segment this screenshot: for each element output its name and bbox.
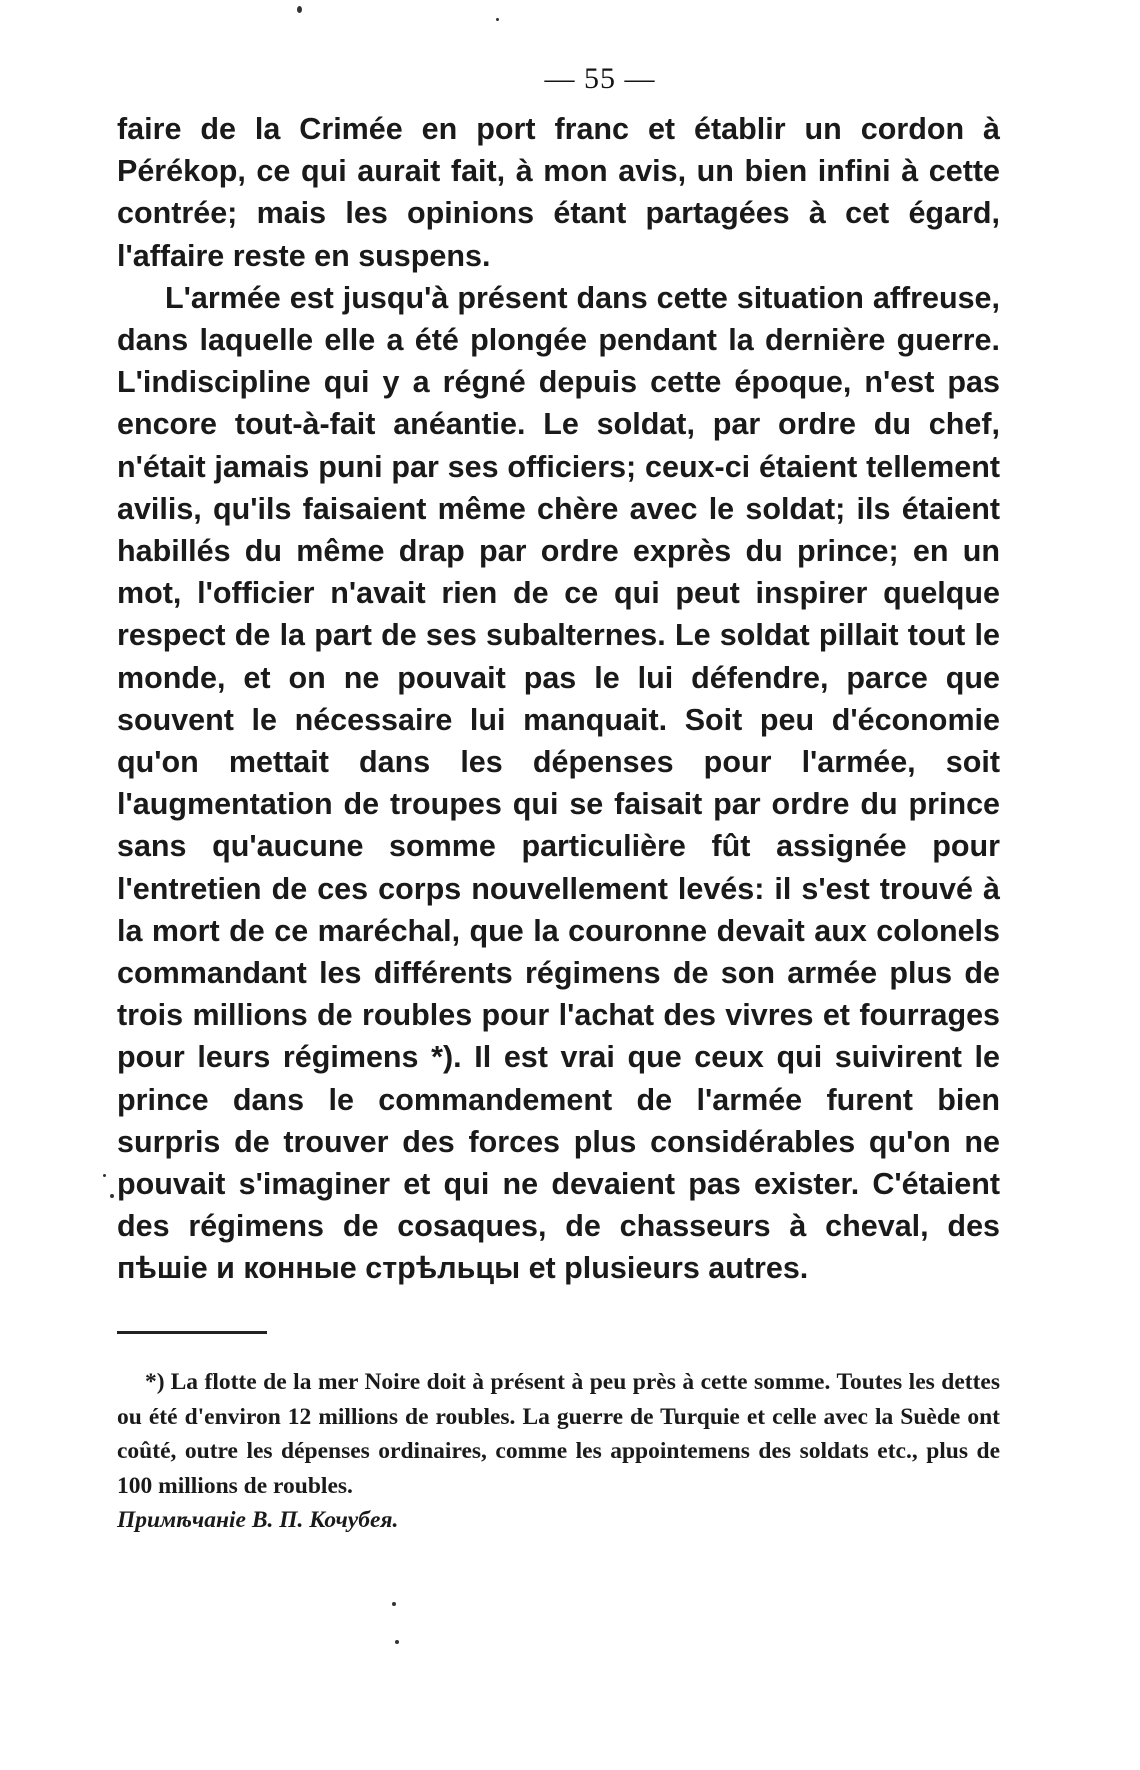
print-speck: [395, 1640, 399, 1644]
footnote-text: La flotte de la mer Noire doit à présent à peu près à cette somme. Toutes les dettes ou été d'environ 12 millions de roubles. La guerre de Turquie et celle avec la Suède ont coûté, outre les dépenses ordinaires, comme les appointemens des soldats etc., plus de 100 millions de roubles.: [117, 1369, 1000, 1499]
footnote-body: [117, 1365, 1000, 1503]
paragraph-continuation: faire de la Crimée en port franc et établir un cordon à Pérékop, ce qui aurait fait, à mon avis, un bien infini à cette contrée; mais les opinions étant partagées à cet égard, l'affaire reste en suspens.: [117, 112, 1000, 273]
main-text: [117, 108, 1000, 1290]
footnote: [117, 1365, 1000, 1538]
paragraph-army: L'armée est jusqu'à présent dans cette situation affreuse, dans laquelle elle a été plongée pendant la dernière guerre. L'indiscipline qui y a régné depuis cette époque, n'est pas encore tout-à-fait anéantie. Le soldat, par ordre du chef, n'était jamais puni par ses officiers; ceux-ci étaient tellement avilis, qu'ils faisaient même chère avec le soldat; ils étaient habillés du même drap par ordre exprès du prince; en un mot, l'officier n'avait rien de ce qui peut inspirer quelque respect de la part de ses subalternes. Le soldat pillait tout le monde, et on ne pouvait pas le lui défendre, parce que souvent le nécessaire lui manquait. Soit peu d'économie qu'on mettait dans les dépenses pour l'armée, soit l'augmentation de troupes qui se faisait par ordre du prince sans qu'aucune somme particulière fût assignée pour l'entretien de ces corps nouvellement levés: il s'est trouvé à la mort de ce maréchal, que la couronne devait aux colonels commandant les différents régimens de son armée plus de trois millions de roubles pour l'achat des vivres et fourrages pour leurs régimens *). Il est vrai que ceux qui suivirent le prince dans le commandement de l'armée furent bien surpris de trouver des forces plus considérables qu'on ne pouvait s'imaginer et qui ne devaient pas exister. C'étaient des régimens de cosaques, de chasseurs à cheval, des пѣшіе и конные стрѣльцы et plusieurs autres.: [117, 280, 1000, 1286]
print-speck: [496, 18, 499, 21]
print-speck: [297, 6, 302, 13]
footnote-divider: [117, 1331, 267, 1334]
page-number: — 55 —: [544, 62, 656, 95]
print-speck: [110, 1194, 114, 1198]
footnote-marker: *): [145, 1369, 165, 1395]
print-speck: [103, 1174, 106, 1177]
print-speck: [392, 1602, 396, 1606]
footnote-signature: Примѣчаніе В. П. Кочубея.: [117, 1507, 399, 1533]
